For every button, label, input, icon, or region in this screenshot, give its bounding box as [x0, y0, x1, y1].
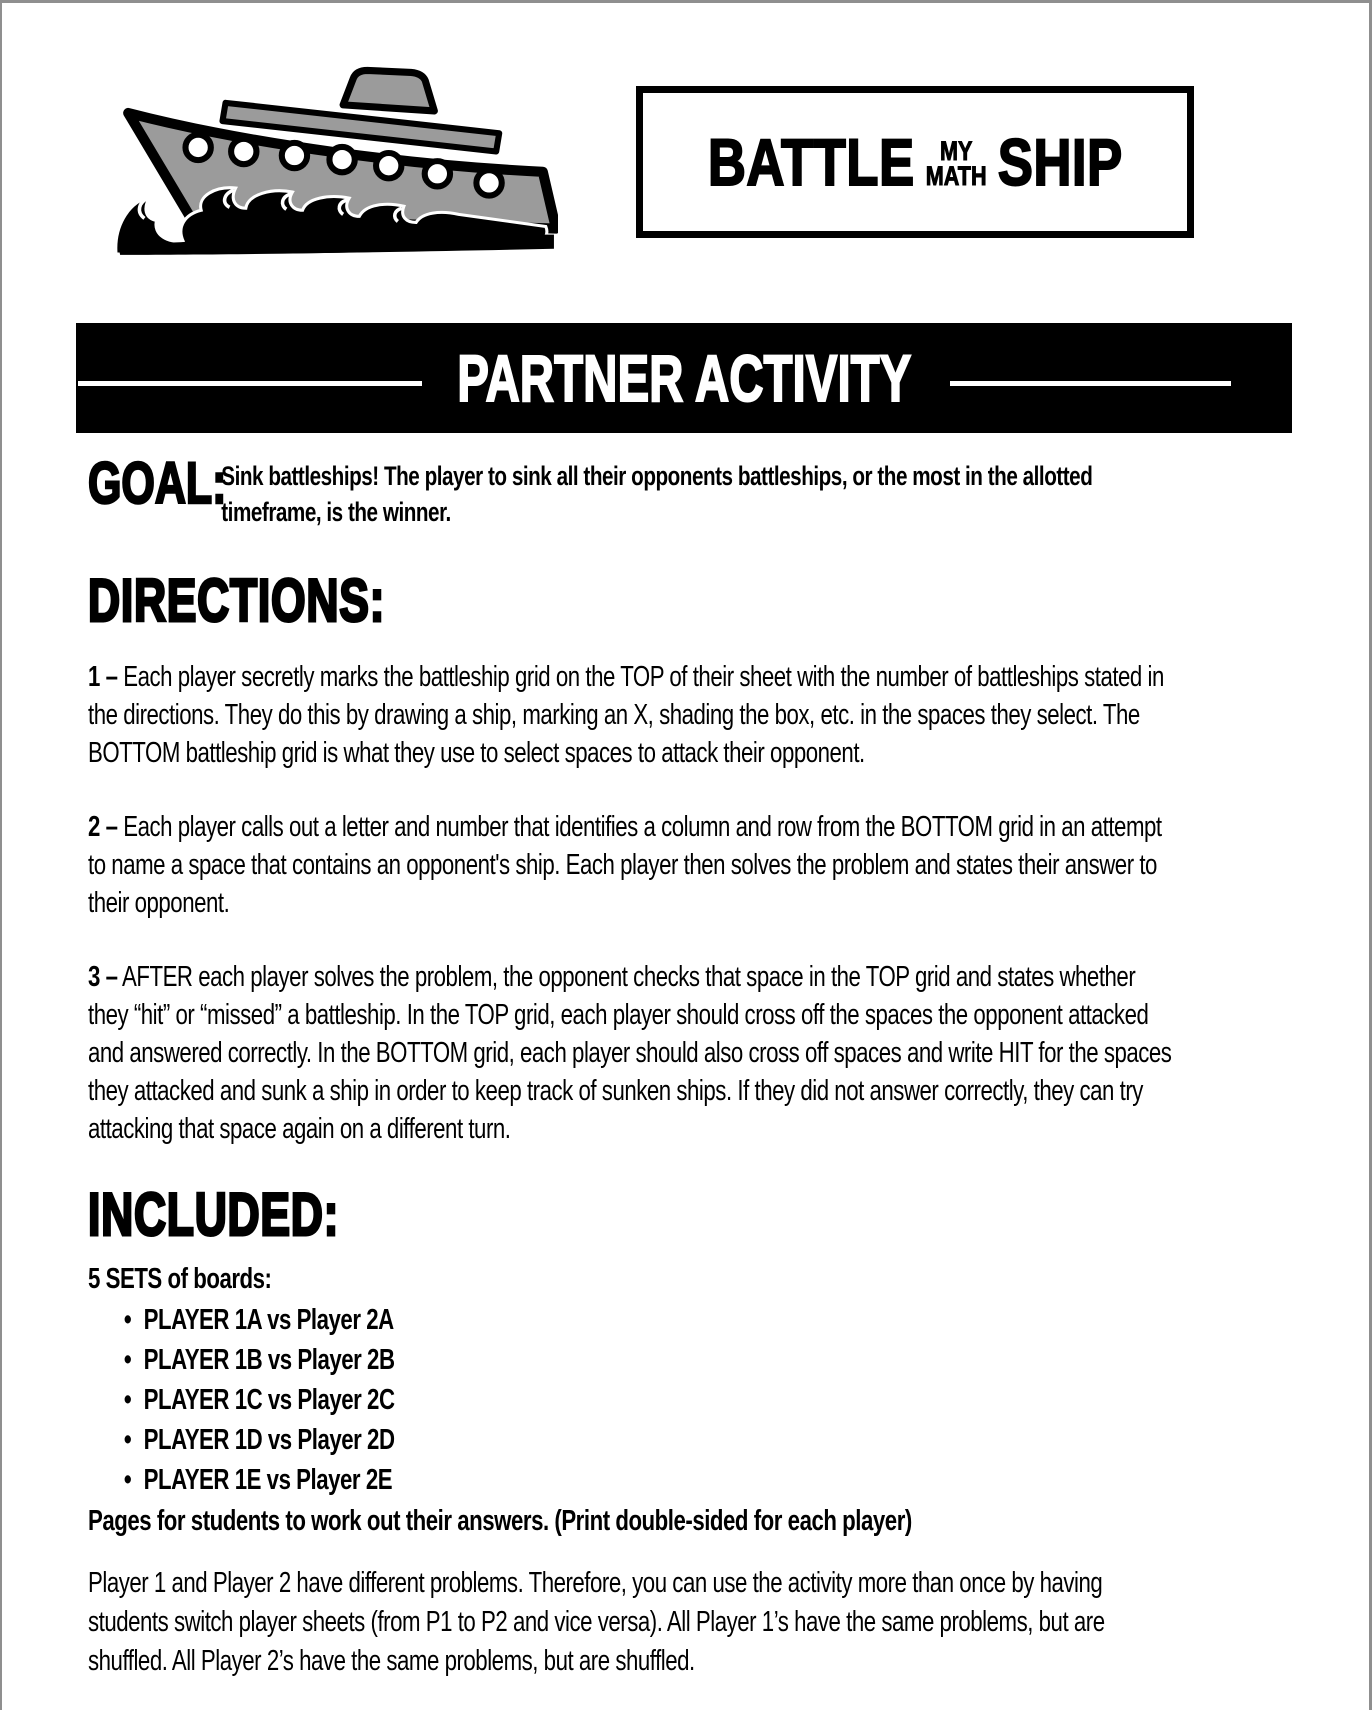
bullet-marker: •	[123, 1384, 132, 1416]
list-item-label: PLAYER 1B vs Player 2B	[143, 1344, 395, 1376]
banner-title: PARTNER ACTIVITY	[456, 341, 912, 415]
direction-step-2	[88, 808, 1175, 922]
step-1-text: Each player secretly marks the battleship grid on the TOP of their sheet with the number of battleships stated in the directions. They do this by drawing a ship, marking an X, shading the box, etc. in the spaces they select. The BOTTOM battleship grid is what they use to select spaces to attack their opponent.	[88, 661, 1164, 769]
pages-note: Pages for students to work out their answers. (Print double-sided for each player)	[88, 1505, 912, 1537]
step-1-number: 1 –	[88, 661, 118, 693]
list-item-label: PLAYER 1C vs Player 2C	[143, 1384, 395, 1416]
partner-activity-banner	[76, 323, 1292, 433]
direction-step-1	[88, 658, 1175, 772]
banner-line-left	[78, 381, 422, 386]
list-item	[88, 1340, 1175, 1380]
included-heading: INCLUDED:	[88, 1181, 340, 1248]
step-3-number: 3 –	[88, 961, 118, 993]
banner-line-right	[950, 381, 1231, 386]
bullet-marker: •	[123, 1304, 132, 1336]
title-word-battle: BATTLE	[707, 125, 915, 199]
bullet-marker: •	[123, 1464, 132, 1496]
ship-cabin	[343, 70, 434, 111]
boards-list	[88, 1300, 1175, 1500]
title-box	[636, 86, 1194, 238]
list-item-label: PLAYER 1A vs Player 2A	[143, 1304, 394, 1336]
content	[88, 452, 1175, 1681]
direction-step-3	[88, 958, 1175, 1148]
bullet-marker: •	[123, 1424, 132, 1456]
title-word-math: MATH	[925, 161, 987, 191]
goal-text: Sink battleships! The player to sink all their opponents battleships, or the most in the allotted timeframe, is the winner.	[221, 461, 1093, 527]
bullet-marker: •	[123, 1344, 132, 1376]
list-item-label: PLAYER 1E vs Player 2E	[143, 1464, 393, 1496]
list-item	[88, 1380, 1175, 1420]
goal-label: GOAL:	[88, 451, 227, 516]
footer-paragraph: Player 1 and Player 2 have different problems. Therefore, you can use the activity more than once by having students switch player sheets (from P1 to P2 and vice versa). All Player 1’s have the same problems, but are shuffled. All Player 2’s have the same problems, but are shuffled.	[88, 1567, 1105, 1677]
list-item	[88, 1420, 1175, 1460]
app-title	[708, 124, 1123, 200]
goal-section	[88, 452, 1175, 530]
title-word-stack	[925, 136, 987, 191]
sets-heading: 5 SETS of boards:	[88, 1263, 272, 1295]
title-word-ship: SHIP	[997, 125, 1123, 199]
list-item-label: PLAYER 1D vs Player 2D	[143, 1424, 395, 1456]
step-3-text: AFTER each player solves the problem, the opponent checks that space in the TOP grid and states whether they “hit” or “missed” a battleship. In the TOP grid, each player should cross off the spaces the opponent attacked and answered correctly. In the BOTTOM grid, each player should also cross off spaces and write HIT for the spaces they attacked and sunk a ship in order to keep track of sunken ships. If they did not answer correctly, they can try attacking that space again on a different turn.	[88, 961, 1172, 1145]
cruise-ship-icon	[112, 48, 558, 256]
step-2-number: 2 –	[88, 811, 118, 843]
title-word-my: MY	[939, 136, 973, 166]
step-2-text: Each player calls out a letter and number that identifies a column and row from the BOTTOM grid in an attempt to name a space that contains an opponent's ship. Each player then solves the problem and states their answer to their opponent.	[88, 811, 1162, 919]
list-item	[88, 1300, 1175, 1340]
list-item	[88, 1460, 1175, 1500]
directions-heading: DIRECTIONS:	[88, 567, 386, 634]
